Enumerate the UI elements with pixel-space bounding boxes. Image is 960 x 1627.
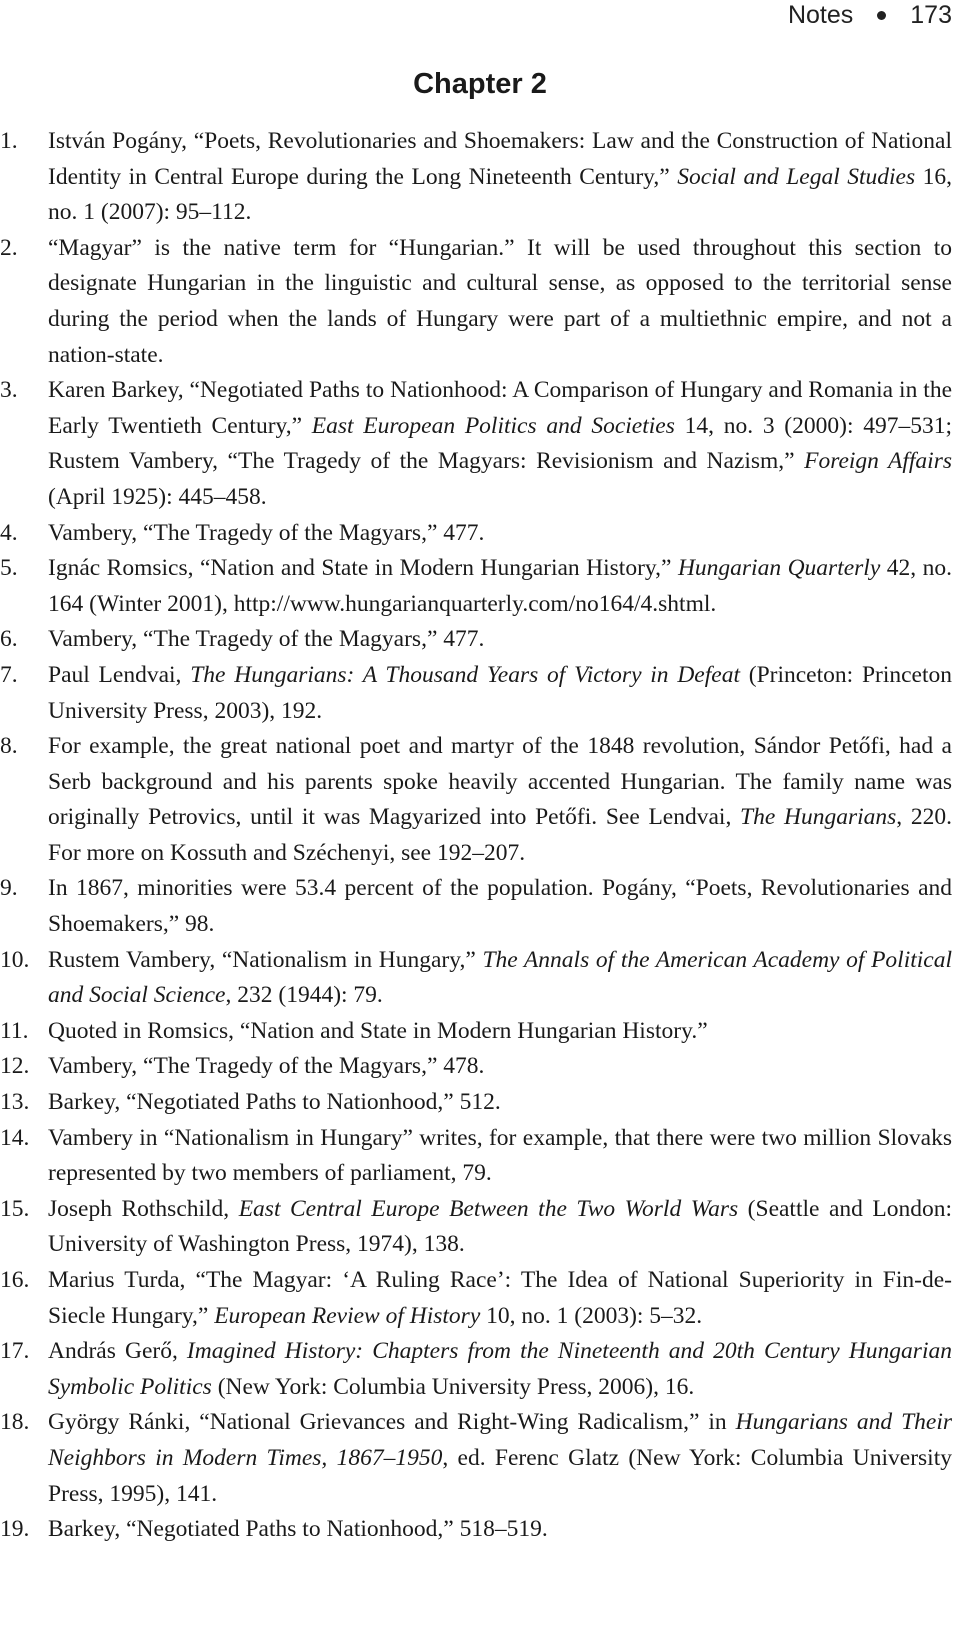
note-text: Vambery, “The Tragedy of the Magyars,” 477. (48, 626, 485, 653)
note-text: , 220. For more on Kossuth and Széchenyi, see 192–207. (48, 804, 953, 866)
note-text: (April 1925): 445–458. (48, 483, 267, 510)
note-item (0, 729, 960, 871)
note-text: Ignác Romsics, “Nation and State in Modern Hungarian History,” (48, 555, 678, 582)
note-text: 10, no. 1 (2003): 5–32. (480, 1302, 703, 1329)
note-title-italic: The Annals of the American Academy of Political and Social Science (48, 946, 952, 1009)
note-text: András Gerő, (48, 1338, 187, 1365)
note-text: Vambery in “Nationalism in Hungary” writes, for example, that there were two million Slovaks represented by two members of parliament, 79. (48, 1124, 952, 1187)
note-text: Barkey, “Negotiated Paths to Nationhood,” 512. (48, 1089, 501, 1116)
note-title-italic: Foreign Affairs (804, 448, 952, 475)
note-item (0, 1049, 960, 1085)
note-number: 11. (0, 1017, 29, 1044)
note-number: 8. (0, 733, 18, 760)
note-number: 15. (0, 1195, 30, 1222)
note-text: Marius Turda, “The Magyar: ‘A Ruling Race’: The Idea of National Superiority in Fin-de-Siecle Hungary,” (48, 1267, 952, 1329)
note-text: Vambery, “The Tragedy of the Magyars,” 478. (48, 1053, 485, 1080)
note-text: Vambery, “The Tragedy of the Magyars,” 477. (48, 519, 485, 546)
note-text: Quoted in Romsics, “Nation and State in Modern Hungarian History.” (48, 1017, 708, 1044)
note-number: 13. (0, 1089, 30, 1116)
note-number: 1. (0, 128, 18, 154)
note-title-italic: East Central Europe Between the Two World Wars (238, 1195, 739, 1222)
note-number: 16. (0, 1267, 30, 1293)
note-text: Barkey, “Negotiated Paths to Nationhood,” 518–519. (48, 1516, 548, 1543)
note-number: 6. (0, 626, 18, 653)
note-number: 2. (0, 234, 18, 261)
note-item (0, 124, 960, 231)
note-item (0, 1512, 960, 1548)
note-text: György Ránki, “National Grievances and Right-Wing Radicalism,” in (48, 1409, 736, 1436)
note-item (0, 871, 960, 942)
note-item (0, 1334, 960, 1405)
chapter-title: Chapter 2 (413, 68, 547, 100)
note-number: 7. (0, 661, 18, 688)
note-item (0, 1192, 960, 1263)
note-item (0, 1014, 960, 1050)
note-title-italic: East European Politics and Societies (311, 412, 675, 439)
note-number: 10. (0, 946, 30, 973)
note-number: 19. (0, 1516, 30, 1543)
note-text: , 232 (1944): 79. (225, 982, 383, 1009)
note-text: István Pogány, “Poets, Revolutionaries and Shoemakers: Law and the Construction of National Identity in Central Europe during the Long Nineteenth Century,” (48, 128, 952, 190)
note-title-italic: Hungarian Quarterly (677, 555, 881, 582)
note-text: 14, no. 3 (2000): 497–531; Rustem Vambery, “The Tragedy of the Magyars: Revisionism and Nazism,” (48, 412, 952, 475)
note-number: 12. (0, 1053, 30, 1080)
note-title-italic: European Review of History (214, 1302, 481, 1329)
note-item (0, 943, 960, 1014)
note-item (0, 658, 960, 729)
note-number: 14. (0, 1124, 30, 1151)
note-text: (Princeton: Princeton University Press, 2003), 192. (48, 661, 953, 724)
note-item (0, 551, 960, 622)
note-number: 9. (0, 875, 18, 902)
running-head-section: Notes (787, 0, 854, 29)
note-title-italic: Imagined History: Chapters from the Nineteenth and 20th Century Hungarian Symbolic Politics (48, 1338, 952, 1400)
note-item (0, 1263, 960, 1334)
note-item (0, 1405, 960, 1512)
note-text: Paul Lendvai, (48, 661, 191, 688)
note-number: 4. (0, 519, 18, 546)
note-title-italic: The Hungarians: A Thousand Years of Victory in Defeat (190, 661, 740, 688)
note-number: 17. (0, 1338, 30, 1365)
note-text: In 1867, minorities were 53.4 percent of the population. Pogány, “Poets, Revolutionaries and Shoemakers,” 98. (48, 875, 952, 938)
note-item (0, 622, 960, 658)
note-number: 3. (0, 377, 18, 404)
notes-list (0, 124, 960, 1548)
note-item (0, 516, 960, 552)
note-text: , ed. Ferenc Glatz (New York: Columbia University Press, 1995), 141. (48, 1444, 952, 1507)
note-text: 16, no. 1 (2007): 95–112. (48, 163, 953, 226)
note-item (0, 1085, 960, 1121)
note-text: Karen Barkey, “Negotiated Paths to Nationhood: A Comparison of Hungary and Romania in the Early Twentieth Century,” (48, 377, 952, 439)
note-title-italic: Social and Legal Studies (677, 163, 916, 190)
note-number: 18. (0, 1409, 30, 1436)
note-text: Rustem Vambery, “Nationalism in Hungary,” (48, 946, 483, 973)
page-number: 173 (910, 0, 952, 29)
note-item (0, 231, 960, 373)
note-text: For example, the great national poet and martyr of the 1848 revolution, Sándor Petőfi, had a Serb background and his parents spoke heavily accented Hungarian. The family name was originally Petrovics, until it was Magyarized into Petőfi. See Lendvai, (48, 733, 952, 831)
running-head (788, 0, 952, 30)
note-item (0, 373, 960, 515)
note-text: “Magyar” is the native term for “Hungarian.” It will be used throughout this section to designate Hungarian in the linguistic and cultural sense, as opposed to the territorial sense during the period when the lands of Hungary were part of a multiethnic empire, and not a nation-state. (48, 234, 952, 368)
note-text: (New York: Columbia University Press, 2006), 16. (211, 1373, 695, 1400)
note-title-italic: Hungarians and Their Neighbors in Modern Times, 1867–1950 (48, 1409, 952, 1471)
note-item (0, 1121, 960, 1192)
note-title-italic: The Hungarians (740, 804, 897, 831)
note-text: Joseph Rothschild, (48, 1195, 239, 1222)
note-text: 42, no. 164 (Winter 2001), http://www.hungarianquarterly.com/no164/4.shtml. (48, 555, 953, 617)
bullet-separator-icon (877, 11, 886, 20)
note-text: (Seattle and London: University of Washington Press, 1974), 138. (48, 1195, 952, 1258)
note-number: 5. (0, 555, 18, 582)
